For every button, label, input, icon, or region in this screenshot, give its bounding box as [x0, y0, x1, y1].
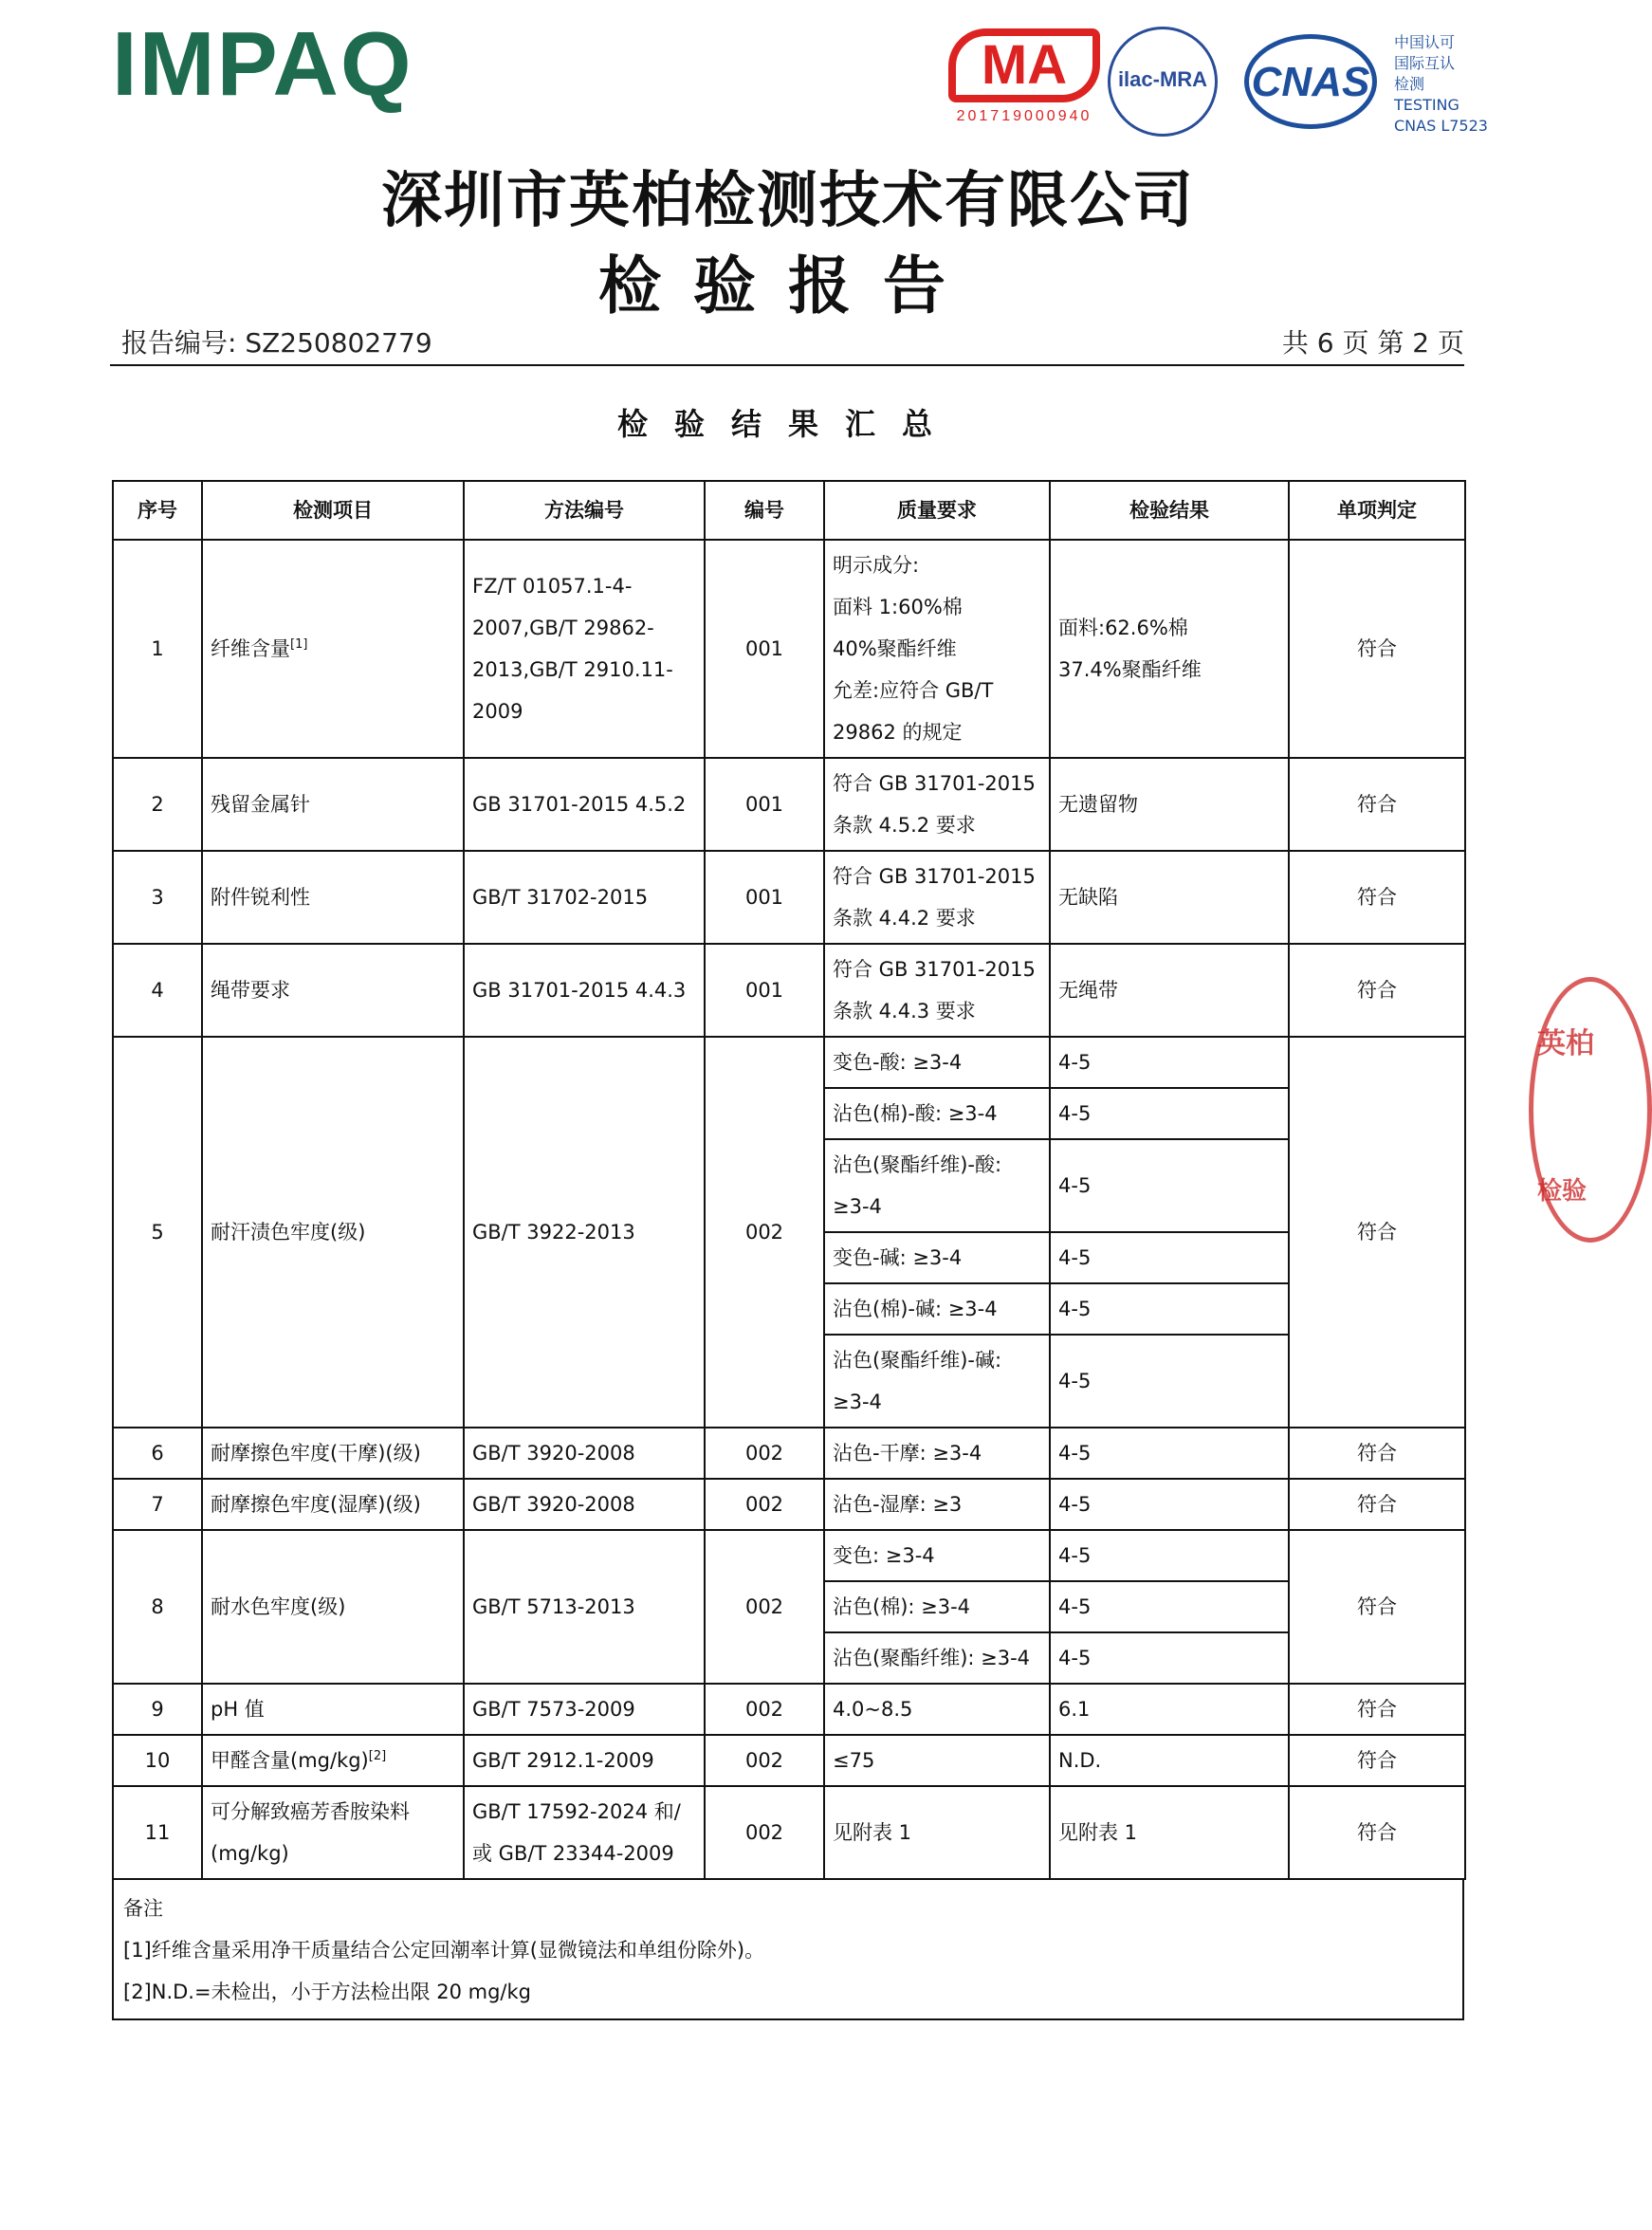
report-number	[121, 323, 432, 360]
cell-line: 无遗留物	[1058, 793, 1138, 816]
cell-method: GB/T 2912.1-2009	[464, 1735, 705, 1786]
cell-no: 3	[113, 851, 202, 944]
cell-line: 37.4%聚酯纤维	[1058, 658, 1202, 681]
table-row	[113, 1786, 1465, 1879]
cell-no: 7	[113, 1479, 202, 1530]
cell-method: GB 31701-2015 4.4.3	[464, 944, 705, 1037]
cell-no: 2	[113, 758, 202, 851]
cell-line: 符合 GB 31701-2015	[833, 958, 1036, 981]
col-header: 序号	[113, 481, 202, 540]
table-row	[113, 758, 1465, 851]
cell-verdict: 符合	[1289, 540, 1465, 758]
cell-code: 002	[705, 1684, 824, 1735]
cell-no: 8	[113, 1530, 202, 1684]
cnas-text-line: CNAS L7523	[1394, 117, 1488, 135]
col-header: 质量要求	[824, 481, 1050, 540]
cell-line: 4-5	[1058, 1493, 1092, 1516]
cell-method: FZ/T 01057.1-4-2007,GB/T 29862-2013,GB/T 2910.11-2009	[464, 540, 705, 758]
cell-result: 4-5	[1050, 1088, 1289, 1139]
cell-no: 4	[113, 944, 202, 1037]
report-number-label: 报告编号:	[121, 327, 246, 359]
cell-code: 002	[705, 1428, 824, 1479]
cell-method: GB/T 3922-2013	[464, 1037, 705, 1428]
cell-result	[1050, 1479, 1289, 1530]
cell-no: 11	[113, 1786, 202, 1879]
impaq-logo: IMPAQ	[112, 13, 413, 115]
cell-method: GB/T 3920-2008	[464, 1428, 705, 1479]
cell-requirement	[824, 944, 1050, 1037]
cell-requirement	[824, 1428, 1050, 1479]
cma-code: 201719000940	[956, 108, 1092, 124]
cell-result	[1050, 1428, 1289, 1479]
cell-item: pH 值	[202, 1684, 464, 1735]
cell-item: 耐摩擦色牢度(湿摩)(级)	[202, 1479, 464, 1530]
cell-line: 明示成分:	[833, 554, 920, 577]
cell-result: 4-5	[1050, 1335, 1289, 1428]
cell-code: 001	[705, 851, 824, 944]
cell-verdict: 符合	[1289, 1684, 1465, 1735]
cell-result	[1050, 1684, 1289, 1735]
cell-code: 002	[705, 1530, 824, 1684]
table-row	[113, 1479, 1465, 1530]
cell-item: 残留金属针	[202, 758, 464, 851]
cell-verdict: 符合	[1289, 758, 1465, 851]
cell-line: 6.1	[1058, 1698, 1091, 1721]
cell-result	[1050, 1786, 1289, 1879]
cnas-accreditation-text	[1394, 32, 1488, 137]
cell-code: 002	[705, 1479, 824, 1530]
cell-line: 条款 4.5.2 要求	[833, 814, 976, 837]
cell-verdict: 符合	[1289, 1479, 1465, 1530]
cell-item: 附件锐利性	[202, 851, 464, 944]
cell-method: GB/T 17592-2024 和/或 GB/T 23344-2009	[464, 1786, 705, 1879]
cell-line: 面料 1:60%棉	[833, 596, 963, 618]
cell-code: 002	[705, 1786, 824, 1879]
cell-item: 甲醛含量(mg/kg)[2]	[202, 1735, 464, 1786]
cell-verdict: 符合	[1289, 1735, 1465, 1786]
report-number-value: SZ250802779	[245, 327, 432, 359]
notes-section	[112, 1880, 1464, 2020]
note-line: [2]N.D.=未检出，小于方法检出限 20 mg/kg	[123, 1981, 531, 2003]
cell-verdict: 符合	[1289, 1428, 1465, 1479]
cell-requirement	[824, 851, 1050, 944]
cell-result: 4-5	[1050, 1139, 1289, 1232]
cnas-text-line: 中国认可	[1394, 33, 1456, 51]
cell-line: 无缺陷	[1058, 886, 1118, 909]
cell-requirement	[824, 758, 1050, 851]
cell-result	[1050, 851, 1289, 944]
col-header: 检验结果	[1050, 481, 1289, 540]
cell-item: 耐水色牢度(级)	[202, 1530, 464, 1684]
cell-requirement: 沾色(棉)-碱: ≥3-4	[824, 1283, 1050, 1335]
table-header-row	[113, 481, 1465, 540]
cell-line: 无绳带	[1058, 979, 1118, 1002]
table-row	[113, 1684, 1465, 1735]
cell-requirement: 变色-碱: ≥3-4	[824, 1232, 1050, 1283]
cell-item: 耐摩擦色牢度(干摩)(级)	[202, 1428, 464, 1479]
col-header: 检测项目	[202, 481, 464, 540]
page-info: 共 6 页 第 2 页	[1281, 327, 1464, 359]
cma-logo	[948, 28, 1100, 123]
cell-method: GB/T 3920-2008	[464, 1479, 705, 1530]
cell-requirement: 变色: ≥3-4	[824, 1530, 1050, 1581]
cell-verdict: 符合	[1289, 851, 1465, 944]
cell-line: 见附表 1	[1058, 1821, 1138, 1844]
cell-line: ≤75	[833, 1749, 875, 1772]
cell-code: 001	[705, 540, 824, 758]
cell-line: 允差:应符合 GB/T	[833, 679, 994, 702]
section-title: 检验结果汇总	[616, 406, 959, 442]
cell-no: 10	[113, 1735, 202, 1786]
col-header: 编号	[705, 481, 824, 540]
cell-method: GB/T 5713-2013	[464, 1530, 705, 1684]
ilac-label: ilac-MRA	[1117, 67, 1208, 91]
cell-no: 5	[113, 1037, 202, 1428]
cell-line: 符合 GB 31701-2015	[833, 772, 1036, 795]
cell-verdict: 符合	[1289, 1530, 1465, 1684]
notes-title: 备注	[123, 1897, 163, 1920]
col-header: 单项判定	[1289, 481, 1465, 540]
cell-line: 4-5	[1058, 1442, 1092, 1465]
cell-line: 40%聚酯纤维	[833, 637, 957, 660]
cell-requirement	[824, 1684, 1050, 1735]
cell-result	[1050, 540, 1289, 758]
cell-result: 4-5	[1050, 1632, 1289, 1684]
cell-method: GB 31701-2015 4.5.2	[464, 758, 705, 851]
cell-line: 见附表 1	[833, 1821, 912, 1844]
cell-requirement: 沾色(棉): ≥3-4	[824, 1581, 1050, 1632]
cell-requirement: 沾色(聚酯纤维)-碱: ≥3-4	[824, 1335, 1050, 1428]
cell-line: 29862 的规定	[833, 721, 963, 744]
cell-no: 9	[113, 1684, 202, 1735]
cell-line: N.D.	[1058, 1749, 1102, 1772]
cell-requirement	[824, 1735, 1050, 1786]
footnote-ref: [1]	[290, 637, 308, 652]
cell-item: 绳带要求	[202, 944, 464, 1037]
cnas-label: CNAS	[1251, 59, 1370, 105]
cell-line: 符合 GB 31701-2015	[833, 865, 1036, 888]
cell-requirement: 沾色(聚酯纤维)-酸: ≥3-4	[824, 1139, 1050, 1232]
cell-result: 4-5	[1050, 1283, 1289, 1335]
cell-verdict: 符合	[1289, 1037, 1465, 1428]
table-row	[113, 851, 1465, 944]
cell-requirement: 变色-酸: ≥3-4	[824, 1037, 1050, 1088]
cell-result: 4-5	[1050, 1232, 1289, 1283]
cell-result	[1050, 944, 1289, 1037]
table-body	[113, 540, 1465, 1879]
cnas-text-line: TESTING	[1394, 96, 1459, 114]
cell-item: 耐汗渍色牢度(级)	[202, 1037, 464, 1428]
table-row	[113, 944, 1465, 1037]
results-summary-table	[112, 480, 1466, 1880]
cell-requirement: 沾色(聚酯纤维): ≥3-4	[824, 1632, 1050, 1684]
cell-requirement	[824, 1786, 1050, 1879]
cell-no: 6	[113, 1428, 202, 1479]
cell-item: 可分解致癌芳香胺染料(mg/kg)	[202, 1786, 464, 1879]
note-line: [1]纤维含量采用净干质量结合公定回潮率计算(显微镜法和单组份除外)。	[123, 1939, 765, 1962]
cell-code: 002	[705, 1735, 824, 1786]
cell-result	[1050, 1735, 1289, 1786]
cell-result: 4-5	[1050, 1581, 1289, 1632]
footnote-ref: [2]	[368, 1749, 387, 1763]
table-row	[113, 1037, 1465, 1088]
header-divider	[110, 364, 1464, 366]
col-header: 方法编号	[464, 481, 705, 540]
company-name: 深圳市英柏检测技术有限公司	[381, 165, 1195, 236]
cell-line: 4.0~8.5	[833, 1698, 913, 1721]
report-title: 检验报告	[598, 249, 978, 323]
table-row	[113, 1530, 1465, 1581]
cell-method: GB/T 31702-2015	[464, 851, 705, 944]
cell-requirement: 沾色(棉)-酸: ≥3-4	[824, 1088, 1050, 1139]
cnas-text-line: 国际互认	[1394, 54, 1456, 72]
cell-line: 沾色-干摩: ≥3-4	[833, 1442, 982, 1465]
cell-line: 条款 4.4.3 要求	[833, 1000, 976, 1023]
table-row	[113, 1735, 1465, 1786]
cell-code: 002	[705, 1037, 824, 1428]
cell-method: GB/T 7573-2009	[464, 1684, 705, 1735]
cell-no: 1	[113, 540, 202, 758]
cell-result: 4-5	[1050, 1530, 1289, 1581]
cma-mark: MA	[948, 28, 1100, 102]
cell-line: 条款 4.4.2 要求	[833, 907, 976, 930]
ilac-mra-logo	[1108, 27, 1218, 137]
cell-result	[1050, 758, 1289, 851]
cell-line: 面料:62.6%棉	[1058, 617, 1188, 639]
cell-requirement	[824, 1479, 1050, 1530]
table-row	[113, 540, 1465, 758]
inspection-stamp	[1529, 977, 1652, 1243]
cnas-text-line: 检测	[1394, 75, 1425, 93]
table-row	[113, 1428, 1465, 1479]
cell-result: 4-5	[1050, 1037, 1289, 1088]
stamp-text-top: 英柏	[1537, 1027, 1594, 1060]
cell-item: 纤维含量[1]	[202, 540, 464, 758]
cell-code: 001	[705, 758, 824, 851]
stamp-text-bottom: 检验	[1537, 1177, 1588, 1206]
cell-code: 001	[705, 944, 824, 1037]
cell-verdict: 符合	[1289, 1786, 1465, 1879]
cell-line: 沾色-湿摩: ≥3	[833, 1493, 963, 1516]
cnas-logo	[1244, 34, 1377, 129]
cell-verdict: 符合	[1289, 944, 1465, 1037]
cell-requirement	[824, 540, 1050, 758]
